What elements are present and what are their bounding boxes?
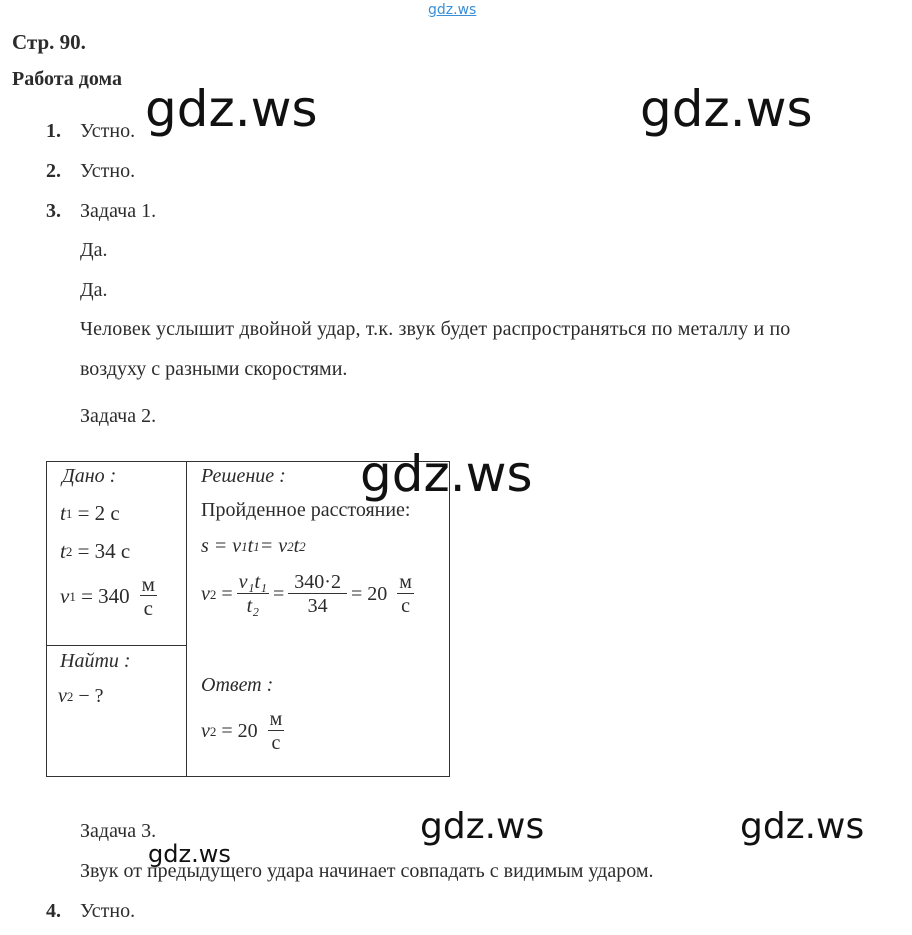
task1-answer-2: Да. <box>80 279 108 301</box>
item-1-text: Устно. <box>80 120 136 142</box>
answer-header: Ответ : <box>201 674 274 696</box>
answer-formula: v 2 = 20 $\frac{м}{с}$ <box>201 708 283 754</box>
task2-label: Задача 2. <box>80 405 157 427</box>
find-v2: v 2 − ? <box>58 685 104 707</box>
item-2-text: Устно. <box>80 160 136 182</box>
watermark-logo-6: gdz.ws <box>148 840 231 868</box>
task2-table <box>46 461 450 778</box>
page-label: Стр. 90. <box>12 30 86 54</box>
watermark-logo-2: gdz.ws <box>640 80 813 138</box>
task1-explanation-line-2: воздуху с разными скоростями. <box>80 358 348 380</box>
watermark-logo-1: gdz.ws <box>145 80 318 138</box>
item-4-text: Устно. <box>80 900 136 922</box>
watermark-logo-5: gdz.ws <box>740 806 865 847</box>
item-3-text: Задача 1. <box>80 200 157 222</box>
solution-v2-formula: v 2 = $\frac{\text{v₁t₁}}{\text{t₂}}$ = $\frac{340\cdot 2}{34}$ = 20 $\frac{м}{с}$ <box>201 571 412 617</box>
given-t1: t 1 = 2 с <box>60 501 120 525</box>
find-header: Найти : <box>60 650 131 672</box>
top-watermark: gdz.ws <box>428 2 477 18</box>
watermark-logo-3: gdz.ws <box>360 445 533 503</box>
given-v1: v 1 = 340 $\frac{м}{с}$ <box>60 572 155 620</box>
item-3-number: 3. <box>46 200 61 222</box>
item-4-number: 4. <box>46 900 61 922</box>
task3-text: Звук от предыдущего удара начинает совпадать с видимым ударом. <box>80 860 654 882</box>
solution-header: Решение : <box>201 465 286 487</box>
item-1-number: 1. <box>46 120 61 142</box>
section-title: Работа дома <box>12 68 122 90</box>
given-t2: t 2 = 34 с <box>60 539 131 563</box>
given-header: Дано : <box>62 465 117 487</box>
task1-explanation-line-1: Человек услышит двойной удар, т.к. звук будет распространяться по металлу и по <box>80 318 791 340</box>
solution-distance-formula: s = v 1 t 1 = v 2 t 2 <box>201 535 306 557</box>
task1-answer-1: Да. <box>80 239 108 261</box>
watermark-logo-4: gdz.ws <box>420 806 545 847</box>
solution-line-1: Пройденное расстояние: <box>201 499 411 521</box>
task3-label: Задача 3. <box>80 820 157 842</box>
item-2-number: 2. <box>46 160 61 182</box>
